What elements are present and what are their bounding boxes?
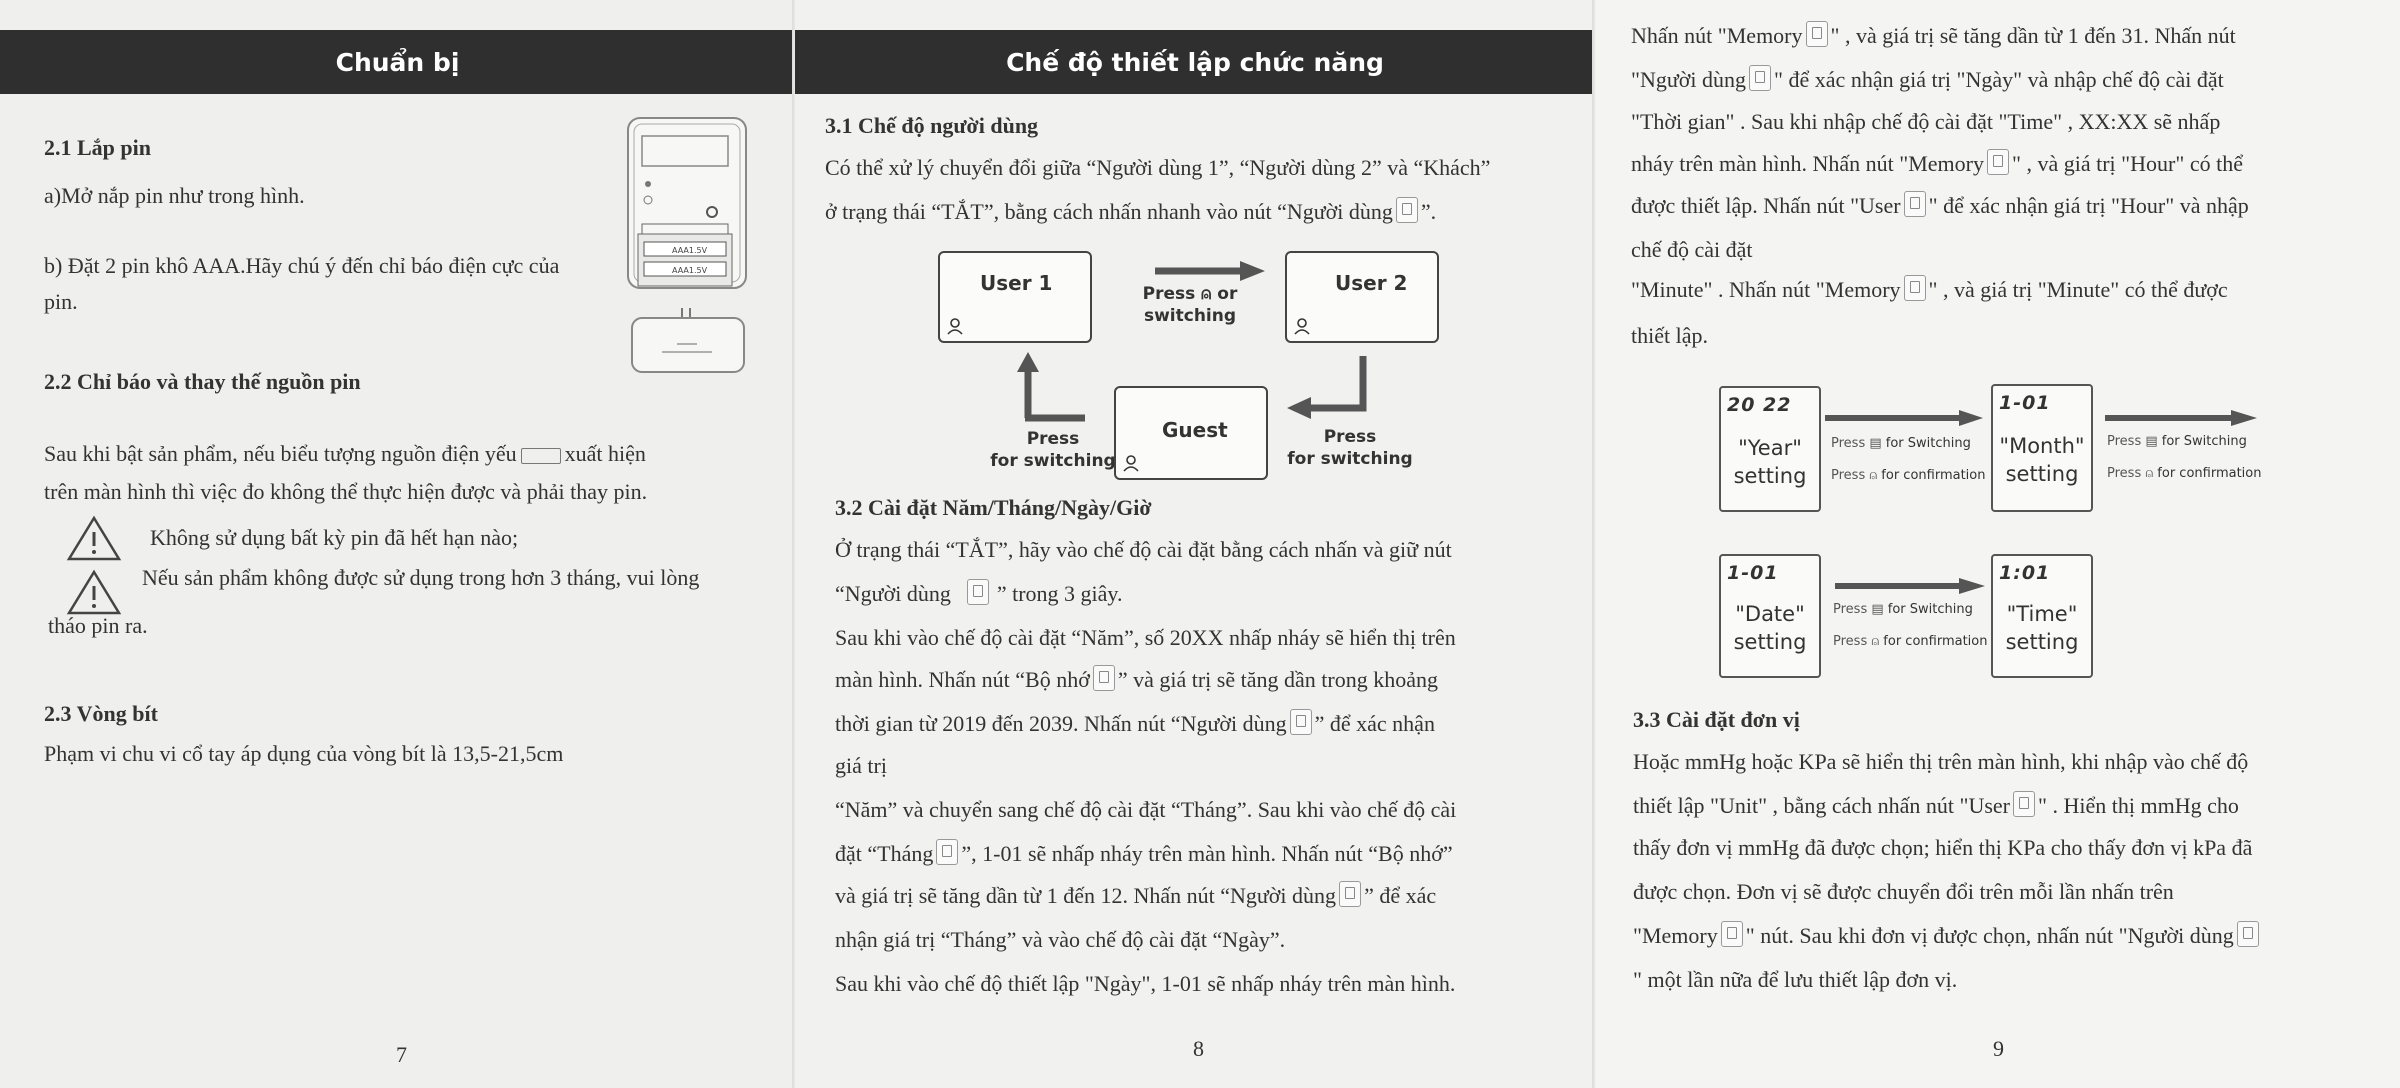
user2-label: User 2 — [1335, 271, 1408, 295]
caption-confirmation: Press ⍝ for confirmation — [1831, 468, 1986, 483]
lcd-digits: 20 22 — [1727, 394, 1792, 416]
text-3-2-line — [835, 874, 1436, 918]
text-3-3-line — [1633, 914, 2262, 958]
caption-text: for Switching — [1885, 436, 1971, 451]
arrow-label-right-a: Press — [1323, 427, 1377, 447]
text-3-2-part: ”, 1-01 sẽ nhấp nháy trên màn hình. Nhấn nút “Bộ nhớ” — [961, 841, 1453, 866]
arrow-label-left — [988, 428, 1118, 472]
text-3-2-line — [835, 572, 1122, 616]
page-8 — [795, 0, 1595, 1088]
diagram-arrows — [795, 0, 1595, 520]
text-3-1-line2a: ở trạng thái “TẮT”, bằng cách nhấn nhanh vào nút “Người dùng — [825, 199, 1393, 224]
warning-text-1: Không sử dụng bất kỳ pin đã hết hạn nào; — [150, 525, 519, 550]
user1-label: User 1 — [980, 271, 1053, 295]
text-3-3-part: "Memory — [1633, 923, 1718, 948]
lcd-arrows — [1595, 0, 2400, 700]
lcd-digits: 1-01 — [1999, 392, 2051, 414]
page-9 — [1595, 0, 2400, 1088]
arrow-label-right-b: for switching — [1287, 449, 1413, 469]
text-3-3-part: " . Hiển thị mmHg cho — [2038, 793, 2239, 818]
section-header: Chuẩn bị — [335, 47, 460, 77]
caption-switching: Press ▤ for Switching — [2107, 434, 2247, 449]
text-2-1-a: a)Mở nắp pin như trong hình. — [44, 183, 305, 208]
heading-3-3: 3.3 Cài đặt đơn vị — [1633, 707, 1800, 732]
caption-text: for Switching — [2161, 434, 2247, 449]
text-3-2-line: nhận giá trị “Tháng” và vào chế độ cài đặt “Ngày”. — [835, 927, 1286, 952]
memory-button-icon — [1721, 921, 1743, 947]
text-p9-part: được thiết lập. Nhấn nút "User — [1631, 193, 1901, 218]
arrow-label-right — [1275, 426, 1425, 470]
text-3-2-line — [835, 658, 1438, 702]
caption-press: Press — [1833, 602, 1868, 617]
text-2-1-b: b) Đặt 2 pin khô AAA.Hãy chú ý đến chỉ báo điện cực của — [44, 253, 560, 278]
caption-press: Press — [1831, 436, 1866, 451]
text-3-2-part: ” để xác nhận — [1314, 711, 1435, 736]
text-3-3-line: " một lần nữa để lưu thiết lập đơn vị. — [1633, 967, 1958, 992]
user-button-icon — [2237, 921, 2259, 947]
heading-3-2: 3.2 Cài đặt Năm/Tháng/Ngày/Giờ — [835, 495, 1152, 520]
arrow-label-top: Press ⍝ or switching — [1142, 284, 1238, 326]
text-3-3-part: thiết lập "Unit" , bằng cách nhấn nút "User — [1633, 793, 2011, 818]
text-3-3-part: " nút. Sau khi đơn vị được chọn, nhấn nút "Người dùng — [1745, 923, 2234, 948]
text-p9-part: " , và giá trị "Minute" có thể được — [1928, 277, 2228, 302]
page-number: 9 — [1993, 1036, 2004, 1061]
user-button-icon — [936, 839, 958, 865]
text-2-1-b2: pin. — [44, 289, 78, 314]
text-p9-line: thiết lập. — [1631, 323, 1708, 348]
lcd-label: "Month" — [1999, 434, 2085, 458]
page-number: 8 — [1193, 1036, 1204, 1061]
caption-press: Press — [1833, 634, 1868, 649]
page-7 — [0, 0, 795, 1088]
caption-text: for Switching — [1887, 602, 1973, 617]
user-button-icon — [967, 579, 989, 605]
header-bar-preparation — [0, 30, 795, 94]
warning-text-2: Nếu sản phẩm không được sử dụng trong hơn 3 tháng, vui lòng — [142, 565, 700, 590]
battery-compartment-illustration — [622, 112, 752, 382]
lcd-label: setting — [2005, 630, 2079, 654]
caption-press: Press — [2107, 466, 2142, 481]
user-button-icon — [1290, 709, 1312, 735]
lcd-label: "Year" — [1738, 436, 1802, 460]
text-3-2-part: thời gian từ 2019 đến 2039. Nhấn nút “Người dùng — [835, 711, 1287, 736]
text-p9-part: Nhấn nút "Memory — [1631, 23, 1803, 48]
text-3-1-line2b: ”. — [1420, 199, 1437, 224]
lcd-digits: 1:01 — [1999, 562, 2051, 584]
heading-2-1: 2.1 Lắp pin — [44, 135, 151, 160]
text-3-2-part: ” để xác — [1364, 883, 1437, 908]
lcd-label: setting — [1733, 630, 1807, 654]
text-p9-part: nháy trên màn hình. Nhấn nút "Memory — [1631, 151, 1984, 176]
caption-text: for confirmation — [2157, 466, 2262, 481]
warning-icon — [66, 514, 122, 562]
user-button-icon — [2013, 791, 2035, 817]
caption-confirmation: Press ⍝ for confirmation — [1833, 634, 1988, 649]
memory-button-icon — [1093, 665, 1115, 691]
arrow-label-top-b: or switching — [1143, 284, 1238, 326]
lcd-label: setting — [1733, 464, 1807, 488]
caption-switching: Press ▤ for Switching — [1833, 602, 1973, 617]
heading-2-2: 2.2 Chỉ báo và thay thế nguồn pin — [44, 369, 361, 394]
arrow-label-left-b: for switching — [990, 451, 1116, 471]
caption-switching: Press ▤ for Switching — [1831, 436, 1971, 451]
text-p9-part: "Minute" . Nhấn nút "Memory — [1631, 277, 1901, 302]
text-3-3-line — [1633, 784, 2239, 828]
text-p9-part: "Người dùng — [1631, 67, 1747, 92]
text-3-1-line1: Có thể xử lý chuyển đổi giữa “Người dùng 1”, “Người dùng 2” và “Khách” — [825, 155, 1491, 180]
text-2-2-line2: trên màn hình thì việc đo không thể thực hiện được và phải thay pin. — [44, 479, 648, 504]
text-3-3-line: thấy đơn vị mmHg đã được chọn; hiển thị KPa cho thấy đơn vị kPa đã — [1633, 835, 2253, 860]
caption-text: for confirmation — [1881, 468, 1986, 483]
text-p9-line: chế độ cài đặt — [1631, 237, 1753, 262]
text-2-3: Phạm vi chu vi cổ tay áp dụng của vòng bít là 13,5-21,5cm — [44, 741, 564, 766]
caption-confirmation: Press ⍝ for confirmation — [2107, 466, 2262, 481]
arrow-label-left-a: Press — [1026, 429, 1080, 449]
low-battery-icon — [521, 448, 561, 464]
caption-press: Press — [1831, 468, 1866, 483]
lcd-label: setting — [2005, 462, 2079, 486]
text-3-2-part: ” và giá trị sẽ tăng dần trong khoảng — [1117, 667, 1438, 692]
text-3-2-line: giá trị — [835, 753, 887, 778]
text-3-2-line: Sau khi vào chế độ cài đặt “Năm”, số 20XX nhấp nháy sẽ hiển thị trên — [835, 625, 1456, 650]
text-3-2-line — [835, 702, 1435, 746]
text-2-2-line1b: xuất hiện — [564, 441, 646, 466]
user-button-icon — [1339, 881, 1361, 907]
heading-2-3: 2.3 Vòng bít — [44, 701, 158, 726]
text-p9-part: " , và giá trị sẽ tăng dần từ 1 đến 31. Nhấn nút — [1830, 23, 2236, 48]
lcd-label: "Time" — [2006, 602, 2078, 626]
text-p9-part: " để xác nhận giá trị "Ngày" và nhập chế độ cài đặt — [1774, 67, 2224, 92]
text-2-2-line1a: Sau khi bật sản phẩm, nếu biểu tượng nguồn điện yếu — [44, 441, 517, 466]
text-3-3-line: được chọn. Đơn vị sẽ được chuyển đổi trên mỗi lần nhấn trên — [1633, 879, 2174, 904]
text-p9-part: " , và giá trị "Hour" có thể — [2011, 151, 2243, 176]
page-number: 7 — [396, 1042, 407, 1067]
text-3-2-line: Sau khi vào chế độ thiết lập "Ngày", 1-01 sẽ nhấp nháy trên màn hình. — [835, 971, 1456, 996]
text-3-2-part: đặt “Tháng — [835, 841, 934, 866]
guest-label: Guest — [1162, 418, 1228, 442]
text-3-2-part: và giá trị sẽ tăng dần từ 1 đến 12. Nhấn nút “Người dùng — [835, 883, 1337, 908]
text-3-2-part: “Người dùng — [835, 581, 951, 606]
lcd-label: "Date" — [1735, 602, 1805, 626]
text-3-3-line: Hoặc mmHg hoặc KPa sẽ hiển thị trên màn hình, khi nhập vào chế độ — [1633, 749, 2249, 774]
caption-press: Press — [2107, 434, 2142, 449]
arrow-label-top-a: Press — [1142, 284, 1196, 304]
text-3-2-part: màn hình. Nhấn nút “Bộ nhớ — [835, 667, 1090, 692]
lcd-digits: 1-01 — [1727, 562, 1779, 584]
caption-text: for confirmation — [1883, 634, 1988, 649]
warning-text-3: tháo pin ra. — [48, 613, 148, 638]
text-p9-part: " để xác nhận giá trị "Hour" và nhập — [1928, 193, 2249, 218]
battery-label-top: AAA1.5V — [672, 246, 708, 255]
heading-3-1: 3.1 Chế độ người dùng — [825, 113, 1039, 138]
text-3-2-line — [835, 832, 1453, 876]
battery-label-bottom: AAA1.5V — [672, 266, 708, 275]
text-p9-line: "Thời gian" . Sau khi nhập chế độ cài đặt "Time" , XX:XX sẽ nhấp — [1631, 109, 2221, 134]
text-3-2-part: ” trong 3 giây. — [996, 581, 1123, 606]
text-3-2-line: “Năm” và chuyển sang chế độ cài đặt “Tháng”. Sau khi vào chế độ cài — [835, 797, 1457, 822]
text-3-2-line: Ở trạng thái “TẮT”, hãy vào chế độ cài đặt bằng cách nhấn và giữ nút — [835, 537, 1452, 562]
section-header: Chế độ thiết lập chức năng — [1006, 47, 1384, 77]
